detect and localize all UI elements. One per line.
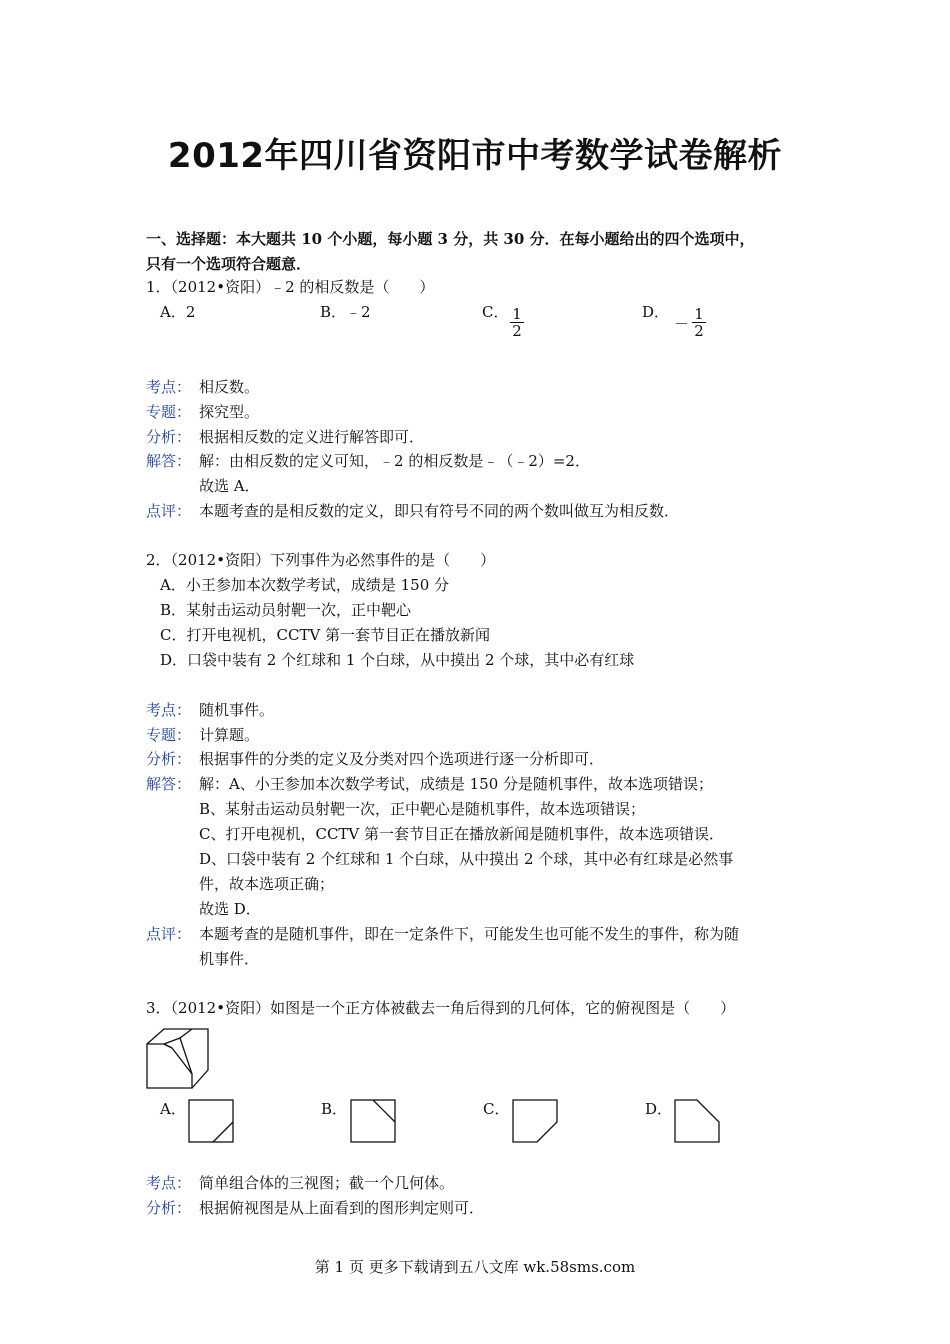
q1-dianping-label: 点评：	[146, 502, 192, 520]
q3-option-c-figure	[511, 1098, 559, 1144]
q2-fenxi: 根据事件的分类的定义及分类对四个选项进行逐一分析即可．	[199, 750, 605, 768]
q2-jieda-label: 解答：	[146, 775, 192, 793]
q2-option-d: D．口袋中装有 2 个红球和 1 个白球，从中摸出 2 个球，其中必有红球	[160, 651, 635, 669]
q3-option-b-figure	[349, 1098, 397, 1144]
q3-kaodian: 简单组合体的三视图；截一个几何体。	[199, 1174, 455, 1192]
fraction-denominator: 2	[694, 322, 704, 340]
q2-jieda-line-6: 故选 D．	[199, 900, 261, 918]
q1-fenxi-label: 分析：	[146, 428, 192, 446]
q2-option-a: A．小王参加本次数学考试，成绩是 150 分	[160, 576, 450, 594]
q1-option-d: D．	[642, 303, 670, 321]
q1-option-a: A．2	[160, 303, 196, 321]
q2-option-c: C．打开电视机，CCTV 第一套节目正在播放新闻	[160, 626, 491, 644]
truncated-cube-figure	[144, 1026, 212, 1092]
q3-option-d-figure	[673, 1098, 721, 1144]
q1-jieda-line-2: 故选 A．	[199, 477, 260, 495]
q2-kaodian: 随机事件。	[199, 701, 275, 719]
q2-zhuanti-label: 专题：	[146, 726, 192, 744]
q2-dianping-line-2: 机事件．	[199, 950, 260, 968]
q1-jieda-label: 解答：	[146, 452, 192, 470]
q1-kaodian: 相反数。	[199, 378, 260, 396]
q1-kaodian-label: 考点：	[146, 378, 192, 396]
q1-option-d-fraction	[692, 306, 706, 339]
q1-option-b: B．﹣2	[320, 303, 371, 321]
q3-stem: 3．（2012•资阳）如图是一个正方体被截去一角后得到的几何体，它的俯视图是（ ）	[146, 999, 736, 1017]
q2-zhuanti: 计算题。	[199, 726, 260, 744]
q2-dianping-line-1: 本题考查的是随机事件，即在一定条件下，可能发生也可能不发生的事件，称为随	[199, 925, 740, 943]
q3-option-a-figure	[187, 1098, 235, 1144]
q2-jieda-line-3: C、打开电视机，CCTV 第一套节目正在播放新闻是随机事件，故本选项错误．	[199, 825, 725, 843]
q1-jieda-line-1: 解：由相反数的定义可知，﹣2 的相反数是﹣（﹣2）=2．	[199, 452, 590, 470]
q2-jieda-line-4: D、口袋中装有 2 个红球和 1 个白球，从中摸出 2 个球，其中必有红球是必然事	[199, 850, 734, 868]
q2-dianping-label: 点评：	[146, 925, 192, 943]
q2-stem: 2．（2012•资阳）下列事件为必然事件的是（ ）	[146, 551, 496, 569]
page-footer: 第 1 页 更多下载请到五八文库 wk.58sms.com	[314, 1258, 636, 1276]
q2-jieda-line-5: 件，故本选项正确；	[199, 875, 335, 893]
q1-zhuanti: 探究型。	[199, 403, 260, 421]
q3-kaodian-label: 考点：	[146, 1174, 192, 1192]
q2-kaodian-label: 考点：	[146, 701, 192, 719]
section-heading: 一、选择题：本大题共 10 个小题，每小题 3 分，共 30 分．在每小题给出的四个选项中，	[146, 230, 755, 248]
section-heading-cont: 只有一个选项符合题意．	[146, 255, 312, 273]
minus-sign: －	[674, 315, 690, 333]
q1-stem: 1．（2012•资阳）﹣2 的相反数是（ ）	[146, 278, 435, 296]
q2-jieda-line-1: 解：A、小王参加本次数学考试，成绩是 150 分是随机事件，故本选项错误；	[199, 775, 714, 793]
q2-jieda-line-2: B、某射击运动员射靶一次，正中靶心是随机事件，故本选项错误；	[199, 800, 646, 818]
q1-zhuanti-label: 专题：	[146, 403, 192, 421]
q3-fenxi-label: 分析：	[146, 1199, 192, 1217]
q1-dianping: 本题考查的是相反数的定义，即只有符号不同的两个数叫做互为相反数．	[199, 502, 680, 520]
q1-fenxi: 根据相反数的定义进行解答即可．	[199, 428, 425, 446]
q2-option-b: B．某射击运动员射靶一次，正中靶心	[160, 601, 412, 619]
q3-option-b: B．	[321, 1100, 348, 1118]
q3-option-a: A．	[160, 1100, 186, 1118]
q1-option-c-fraction	[510, 306, 524, 339]
q3-fenxi: 根据俯视图是从上面看到的图形判定则可．	[199, 1199, 485, 1217]
q1-option-c: C．	[482, 303, 509, 321]
fraction-denominator: 2	[512, 322, 522, 340]
q3-option-c: C．	[483, 1100, 510, 1118]
q3-option-d: D．	[645, 1100, 673, 1118]
q2-fenxi-label: 分析：	[146, 750, 192, 768]
fraction-numerator: 1	[510, 306, 524, 323]
page-title: 2012年四川省资阳市中考数学试卷解析	[167, 136, 783, 176]
fraction-numerator: 1	[692, 306, 706, 323]
